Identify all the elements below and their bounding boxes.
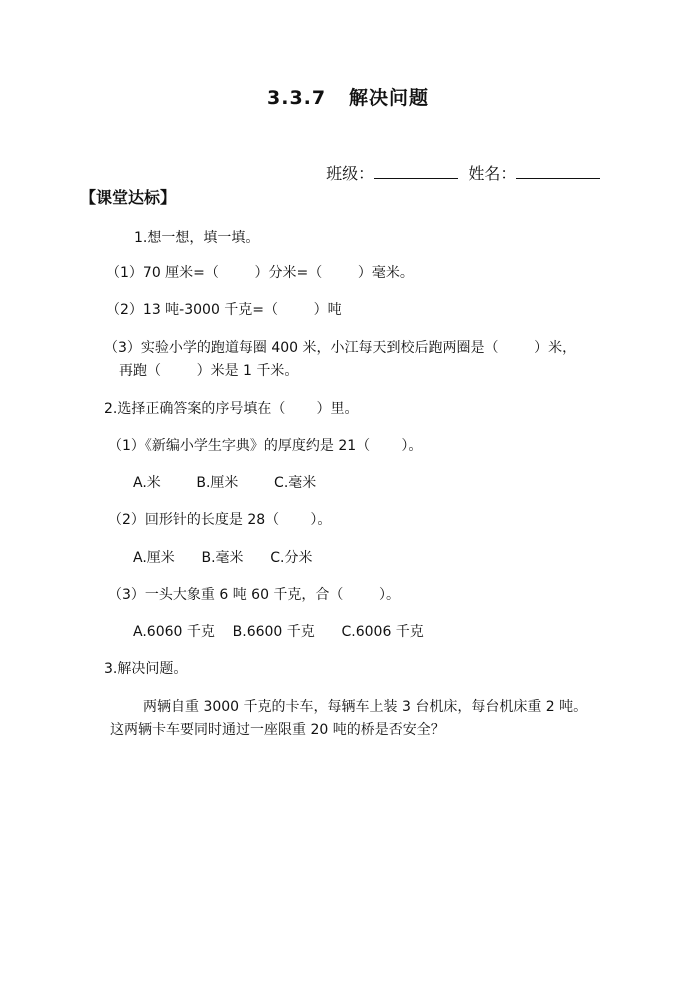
name-label: 姓名： bbox=[468, 164, 517, 183]
page-title: 3.3.7 解决问题 bbox=[267, 87, 429, 109]
q3-line-1: 两辆自重 3000 千克的卡车，每辆车上装 3 台机床，每台机床重 2 吨。 bbox=[143, 699, 588, 715]
q1-item-2: （2）13 吨-3000 千克=（ ）吨 bbox=[106, 302, 342, 318]
q1-item-1: （1）70 厘米=（ ）分米=（ ）毫米。 bbox=[106, 265, 414, 281]
q2-title: 2.选择正确答案的序号填在（ ）里。 bbox=[104, 401, 359, 417]
name-blank bbox=[516, 163, 600, 179]
q2-item-3-options: A.6060 千克 B.6600 千克 C.6006 千克 bbox=[133, 624, 424, 640]
q2-item-2: （2）回形针的长度是 28（ ）。 bbox=[108, 512, 332, 528]
q2-item-1: （1）《新编小学生字典》的厚度约是 21（ ）。 bbox=[108, 438, 423, 454]
class-name-line bbox=[316, 141, 600, 185]
q3-line-2: 这两辆卡车要同时通过一座限重 20 吨的桥是否安全？ bbox=[110, 722, 445, 738]
q2-item-3: （3）一头大象重 6 吨 60 千克，合（ ）。 bbox=[108, 587, 401, 603]
class-label: 班级： bbox=[326, 164, 375, 183]
q2-item-2-options: A.厘米 B.毫米 C.分米 bbox=[133, 550, 313, 566]
q1-title: 1.想一想，填一填。 bbox=[134, 230, 260, 246]
q1-item-3: （3）实验小学的跑道每圈 400 米，小江每天到校后跑两圈是（ ）米， bbox=[104, 340, 577, 356]
q2-item-1-options: A.米 B.厘米 C.毫米 bbox=[133, 475, 317, 491]
q1-item-3-cont: 再跑（ ）米是 1 千米。 bbox=[119, 363, 299, 379]
section-heading: 【课堂达标】 bbox=[80, 188, 177, 207]
class-blank bbox=[374, 163, 458, 179]
q3-title: 3.解决问题。 bbox=[104, 661, 188, 677]
